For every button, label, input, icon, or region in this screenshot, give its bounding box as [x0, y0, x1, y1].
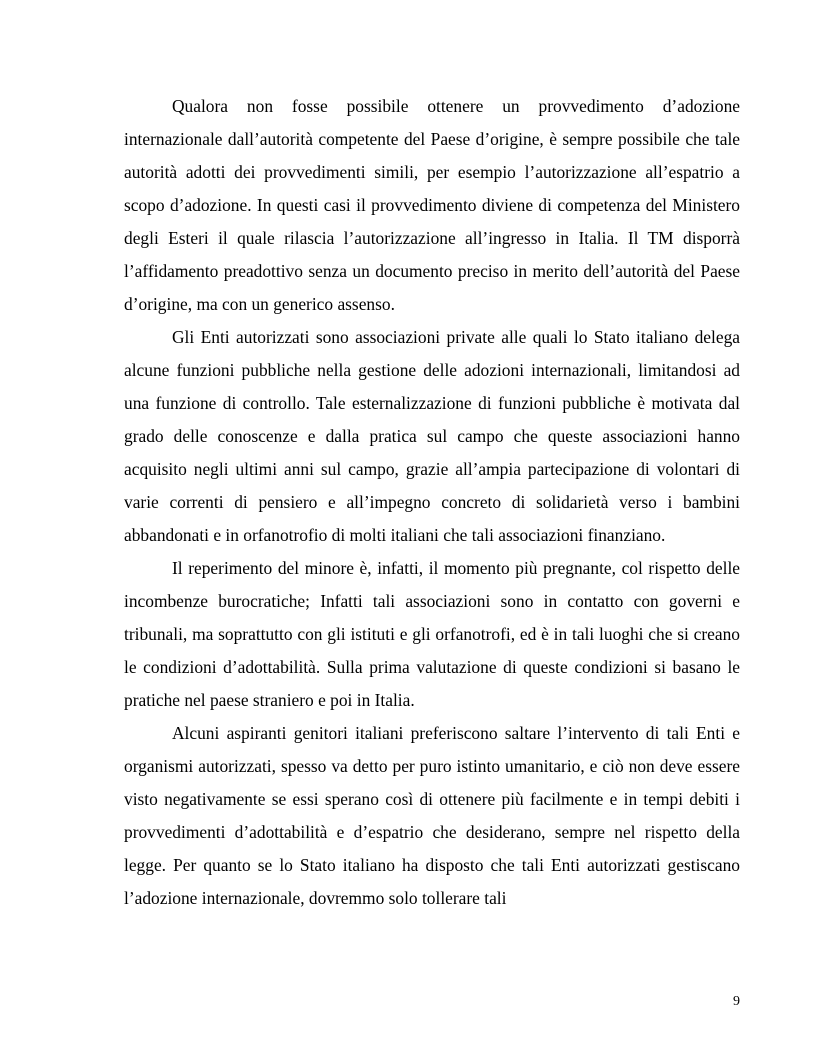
- page-body: [124, 90, 740, 915]
- paragraph-2: Gli Enti autorizzati sono associazioni private alle quali lo Stato italiano delega alcune funzioni pubbliche nella gestione delle adozioni internazionali, limitandosi ad una funzione di controllo. Tale esternalizzazione di funzioni pubbliche è motivata dal grado delle conoscenze e dalla pratica sul campo che queste associazioni hanno acquisito negli ultimi anni sul campo, grazie all’ampia partecipazione di volontari di varie correnti di pensiero e all’impegno concreto di solidarietà verso i bambini abbandonati e in orfanotrofio di molti italiani che tali associazioni finanziano.: [124, 327, 740, 545]
- paragraph-3: Il reperimento del minore è, infatti, il momento più pregnante, col rispetto delle incombenze burocratiche; Infatti tali associazioni sono in contatto con governi e tribunali, ma soprattutto con gli istituti e gli orfanotrofi, ed è in tali luoghi che si creano le condizioni d’adottabilità. Sulla prima valutazione di queste condizioni si basano le pratiche nel paese straniero e poi in Italia.: [124, 558, 740, 710]
- paragraph-1: Qualora non fosse possibile ottenere un provvedimento d’adozione internazionale dall’autorità competente del Paese d’origine, è sempre possibile che tale autorità adotti dei provvedimenti simili, per esempio l’autorizzazione all’espatrio a scopo d’adozione. In questi casi il provvedimento diviene di competenza del Ministero degli Esteri il quale rilascia l’autorizzazione all’ingresso in Italia. Il TM disporrà l’affidamento preadottivo senza un documento preciso in merito dell’autorità del Paese d’origine, ma con un generico assenso.: [124, 96, 740, 314]
- page-number: 9: [733, 994, 740, 1009]
- paragraph-4: Alcuni aspiranti genitori italiani preferiscono saltare l’intervento di tali Enti e organismi autorizzati, spesso va detto per puro istinto umanitario, e ciò non deve essere visto negativamente se essi sperano così di ottenere più facilmente e in tempi debiti i provvedimenti d’adottabilità e d’espatrio che desiderano, sempre nel rispetto della legge. Per quanto se lo Stato italiano ha disposto che tali Enti autorizzati gestiscano l’adozione internazionale, dovremmo solo tollerare tali: [124, 723, 740, 908]
